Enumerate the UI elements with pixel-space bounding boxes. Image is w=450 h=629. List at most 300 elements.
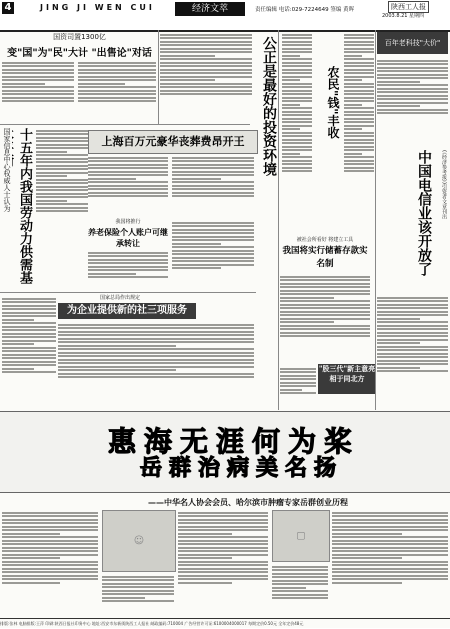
text-line — [2, 315, 56, 317]
text-line — [282, 149, 312, 151]
text-line — [377, 335, 448, 337]
text-line — [332, 575, 448, 577]
text-line — [88, 273, 136, 275]
text-line — [36, 130, 88, 132]
text-line — [280, 335, 370, 337]
text-line — [178, 582, 232, 584]
text-line — [377, 67, 448, 69]
text-line — [282, 135, 312, 137]
text-line — [160, 86, 252, 88]
text-line — [377, 321, 448, 323]
text-line — [2, 554, 98, 556]
text-line — [58, 355, 254, 357]
text-line — [160, 62, 252, 64]
text-line — [377, 349, 448, 351]
text-line — [78, 90, 156, 92]
text-line — [172, 243, 221, 245]
text-line — [282, 121, 312, 123]
text-line — [377, 328, 448, 330]
text-line — [282, 86, 312, 88]
text-line — [344, 65, 374, 67]
text-line — [160, 44, 252, 46]
text-line — [160, 83, 252, 85]
text-line — [344, 128, 362, 130]
text-line — [332, 515, 448, 517]
text-line — [178, 522, 268, 524]
text-line — [178, 543, 268, 545]
text-line — [178, 557, 232, 559]
text-line — [377, 297, 448, 299]
text-line — [172, 171, 254, 173]
text-line — [280, 293, 370, 295]
text-line — [172, 257, 254, 259]
text-line — [272, 573, 328, 575]
text-line — [160, 90, 252, 92]
text-line — [172, 260, 254, 262]
text-line — [344, 167, 374, 169]
text-line — [344, 107, 374, 109]
text-line — [58, 334, 254, 336]
text-line — [172, 181, 254, 183]
text-line — [36, 179, 88, 181]
shanghai-body-col1 — [88, 155, 168, 215]
text-line — [88, 181, 168, 183]
text-line — [344, 139, 374, 141]
text-line — [36, 147, 88, 149]
text-line — [344, 135, 374, 137]
pension-headline: 养老保险个人账户可继承转让 — [88, 227, 168, 248]
text-line — [282, 83, 312, 85]
reform-headline: 为企业提供新的社三项服务 — [58, 303, 196, 319]
text-line — [2, 62, 74, 64]
text-line — [2, 347, 56, 349]
reform-body — [58, 322, 254, 406]
text-line — [344, 114, 374, 116]
text-line — [377, 109, 448, 111]
top-left-kicker: 国资司置1300亿 — [53, 33, 106, 41]
text-line — [344, 83, 374, 85]
text-line — [280, 279, 370, 281]
telecom-headline: 中国电信业该开放了 — [416, 150, 432, 276]
text-line — [344, 62, 374, 64]
text-line — [2, 72, 74, 74]
text-line — [280, 314, 370, 316]
text-line — [88, 269, 168, 271]
text-line — [178, 561, 268, 563]
text-line — [2, 319, 34, 321]
top-left-body-col2 — [78, 60, 156, 120]
text-line — [172, 250, 254, 252]
text-line — [58, 366, 254, 368]
text-line — [344, 79, 362, 81]
text-line — [272, 566, 328, 568]
pension-kicker: 我国将推行 — [115, 219, 141, 225]
text-line — [282, 167, 312, 169]
text-line — [377, 314, 448, 316]
divider — [0, 292, 256, 293]
text-line — [88, 178, 136, 180]
savings-kicker: 被社会所看好 将建立工具 — [296, 237, 354, 243]
text-line — [58, 341, 254, 343]
text-line — [172, 225, 254, 227]
text-line — [344, 132, 374, 134]
text-line — [282, 139, 312, 141]
text-line — [58, 331, 254, 333]
text-line — [344, 142, 374, 144]
text-line — [280, 371, 316, 373]
text-line — [280, 318, 370, 320]
text-line — [160, 65, 252, 67]
text-line — [178, 568, 268, 570]
text-line — [2, 515, 98, 517]
text-line — [377, 77, 448, 79]
center-right-body-col1 — [282, 32, 312, 232]
text-line — [272, 594, 328, 596]
text-line — [280, 311, 370, 313]
text-line — [88, 188, 168, 190]
text-line — [88, 192, 168, 194]
edition-line: 责任编辑 电话:029-7224649 签编 黄晖 — [255, 7, 355, 13]
text-line — [280, 332, 370, 334]
divider — [375, 30, 376, 410]
text-line — [332, 571, 448, 573]
text-line — [282, 100, 312, 102]
text-line — [282, 69, 312, 71]
text-line — [172, 264, 254, 266]
text-line — [102, 597, 145, 599]
text-line — [377, 98, 448, 100]
center-top-body — [160, 32, 252, 124]
text-line — [332, 582, 402, 584]
text-line — [282, 37, 312, 39]
text-line — [160, 58, 252, 60]
center-right-body-col2 — [344, 32, 374, 232]
text-line — [2, 568, 98, 570]
masthead-pinyin: JING JI WEN CUI — [40, 3, 155, 12]
text-line — [332, 554, 448, 556]
text-line — [344, 90, 374, 92]
text-line — [178, 550, 268, 552]
text-line — [282, 51, 312, 53]
text-line — [2, 361, 56, 363]
text-line — [344, 97, 374, 99]
text-line — [172, 253, 254, 255]
text-line — [36, 186, 88, 188]
text-line — [282, 170, 312, 172]
text-line — [172, 267, 221, 269]
text-line — [160, 34, 252, 36]
masthead — [0, 0, 450, 32]
text-line — [102, 576, 174, 578]
text-line — [344, 163, 374, 165]
text-line — [272, 583, 328, 585]
text-line — [2, 76, 74, 78]
text-line — [78, 93, 156, 95]
text-line — [2, 298, 56, 300]
center-vertical-headline: 公正是最好的投资环境 — [261, 36, 277, 176]
text-line — [2, 312, 56, 314]
text-line — [178, 540, 268, 542]
text-line — [2, 557, 60, 559]
text-line — [58, 338, 254, 340]
text-line — [160, 93, 252, 95]
text-line — [377, 332, 448, 334]
text-line — [282, 58, 312, 60]
text-line — [377, 63, 448, 65]
guide-body — [280, 366, 316, 408]
center-body-col — [172, 220, 254, 290]
left-vertical-kicker: 国家信息中心权威人士认为 — [3, 128, 11, 212]
text-line — [172, 167, 254, 169]
text-line — [332, 512, 448, 514]
text-line — [178, 554, 268, 556]
text-line — [280, 307, 370, 309]
text-line — [160, 72, 252, 74]
bottom-body-col5 — [332, 510, 448, 616]
text-line — [160, 37, 252, 39]
text-line — [282, 163, 312, 165]
telecom-kicker: (《经济参考报》)引资者文章刊出 — [441, 150, 447, 219]
text-line — [178, 519, 268, 521]
text-line — [36, 203, 88, 205]
section-title: 经济文萃 — [175, 2, 245, 16]
text-line — [2, 571, 98, 573]
text-line — [2, 354, 56, 356]
text-line — [2, 578, 98, 580]
text-line — [2, 350, 56, 352]
divider — [0, 124, 250, 125]
bottom-body-col2 — [102, 574, 174, 616]
text-line — [58, 327, 254, 329]
text-line — [2, 340, 56, 342]
text-line — [172, 157, 254, 159]
text-line — [344, 153, 362, 155]
text-line — [332, 578, 448, 580]
text-line — [344, 149, 374, 151]
text-line — [377, 353, 448, 355]
text-line — [2, 301, 56, 303]
text-line — [282, 55, 300, 57]
text-line — [36, 175, 67, 177]
text-line — [377, 307, 448, 309]
text-line — [344, 72, 374, 74]
text-line — [377, 346, 448, 348]
text-line — [377, 300, 448, 302]
text-line — [78, 86, 156, 88]
text-line — [172, 222, 254, 224]
text-line — [172, 229, 254, 231]
text-line — [280, 368, 316, 370]
text-line — [78, 65, 156, 67]
text-line — [88, 171, 168, 173]
text-line — [88, 262, 168, 264]
text-line — [36, 165, 88, 167]
text-line — [2, 533, 60, 535]
text-line — [78, 100, 156, 102]
text-line — [160, 55, 215, 57]
text-line — [88, 266, 168, 268]
text-line — [2, 79, 74, 81]
bottom-body-col3 — [178, 510, 268, 616]
text-line — [2, 322, 56, 324]
text-line — [280, 321, 334, 323]
text-line — [172, 195, 254, 197]
text-line — [2, 336, 56, 338]
text-line — [88, 255, 168, 257]
text-line — [36, 210, 88, 212]
text-line — [88, 157, 168, 159]
reform-left-body — [2, 296, 56, 406]
text-line — [282, 48, 312, 50]
text-line — [2, 529, 98, 531]
text-line — [78, 79, 156, 81]
text-line — [377, 342, 420, 344]
text-line — [178, 533, 232, 535]
text-line — [377, 363, 448, 365]
text-line — [178, 515, 268, 517]
text-line — [344, 41, 374, 43]
text-line — [172, 178, 221, 180]
text-line — [282, 107, 312, 109]
text-line — [332, 526, 448, 528]
text-line — [332, 536, 448, 538]
text-line — [102, 583, 174, 585]
text-line — [282, 97, 312, 99]
text-line — [36, 182, 88, 184]
text-line — [36, 193, 88, 195]
text-line — [377, 105, 420, 107]
text-line — [280, 382, 316, 384]
text-line — [2, 547, 98, 549]
text-line — [344, 58, 374, 60]
text-line — [178, 529, 268, 531]
center-right-headline: 农民"钱"丰收 — [326, 66, 340, 139]
shanghai-headline: 上海百万元豪华丧葬费昂开王 — [101, 135, 245, 148]
portrait-photo — [102, 510, 176, 572]
text-line — [36, 140, 88, 142]
text-line — [282, 125, 312, 127]
text-line — [280, 325, 370, 327]
text-line — [2, 564, 98, 566]
text-line — [2, 550, 98, 552]
text-line — [36, 144, 88, 146]
text-line — [280, 378, 316, 380]
text-line — [377, 88, 448, 90]
text-line — [377, 311, 448, 313]
text-line — [377, 81, 420, 83]
text-line — [58, 348, 254, 350]
pension-body — [88, 250, 168, 290]
text-line — [282, 160, 312, 162]
text-line — [2, 69, 74, 71]
text-line — [344, 100, 374, 102]
text-line — [36, 168, 88, 170]
text-line — [377, 102, 448, 104]
text-line — [344, 156, 374, 158]
text-line — [282, 41, 312, 43]
text-line — [172, 236, 254, 238]
text-line — [280, 276, 370, 278]
text-line — [377, 367, 420, 369]
text-line — [178, 526, 268, 528]
text-line — [178, 536, 268, 538]
text-line — [377, 360, 448, 362]
text-line — [332, 522, 448, 524]
divider — [278, 30, 279, 410]
text-line — [377, 112, 448, 114]
text-line — [332, 533, 402, 535]
text-line — [272, 587, 306, 589]
banner-subtitle: ——中华名人协会会员、哈尔滨市肿瘤专家岳群创业历程 — [148, 498, 348, 507]
newspaper-logo: 陕西工人报 — [388, 1, 429, 13]
text-line — [160, 51, 252, 53]
text-line — [36, 151, 67, 153]
text-line — [344, 160, 374, 162]
shanghai-body-col2 — [172, 155, 254, 215]
divider — [158, 30, 159, 124]
text-line — [58, 373, 254, 375]
text-line — [2, 357, 56, 359]
text-line — [78, 72, 156, 74]
text-line — [280, 290, 370, 292]
text-line — [377, 370, 448, 372]
text-line — [272, 580, 328, 582]
text-line — [88, 276, 168, 278]
text-line — [377, 95, 448, 97]
text-line — [344, 118, 374, 120]
text-line — [282, 65, 312, 67]
text-line — [344, 104, 362, 106]
text-line — [2, 83, 45, 85]
text-line — [36, 137, 88, 139]
text-line — [282, 72, 312, 74]
text-line — [2, 343, 34, 345]
bottom-body-col4 — [272, 564, 328, 616]
guide-headline: "股三代"新主意亮相于同北方 — [318, 364, 376, 394]
text-line — [377, 70, 448, 72]
text-line — [282, 90, 312, 92]
text-line — [332, 529, 448, 531]
text-line — [58, 376, 254, 378]
text-line — [282, 62, 312, 64]
text-line — [2, 90, 74, 92]
text-line — [280, 304, 370, 306]
text-line — [178, 578, 268, 580]
text-line — [36, 154, 88, 156]
text-line — [2, 526, 98, 528]
text-line — [344, 111, 374, 113]
text-line — [344, 86, 374, 88]
text-line — [172, 232, 254, 234]
right-kicker: 百年老科技"大价" — [377, 32, 448, 54]
text-line — [2, 308, 56, 310]
text-line — [282, 93, 312, 95]
text-line — [344, 44, 374, 46]
text-line — [88, 167, 168, 169]
savings-headline: 我国将实行储蓄存款实名制 — [282, 246, 368, 269]
text-line — [78, 76, 156, 78]
text-line — [2, 522, 98, 524]
text-line — [160, 69, 252, 71]
text-line — [36, 189, 88, 191]
text-line — [178, 547, 268, 549]
text-line — [377, 304, 448, 306]
text-line — [172, 164, 254, 166]
text-line — [272, 590, 328, 592]
text-line — [344, 51, 374, 53]
text-line — [344, 146, 374, 148]
text-line — [2, 371, 56, 373]
